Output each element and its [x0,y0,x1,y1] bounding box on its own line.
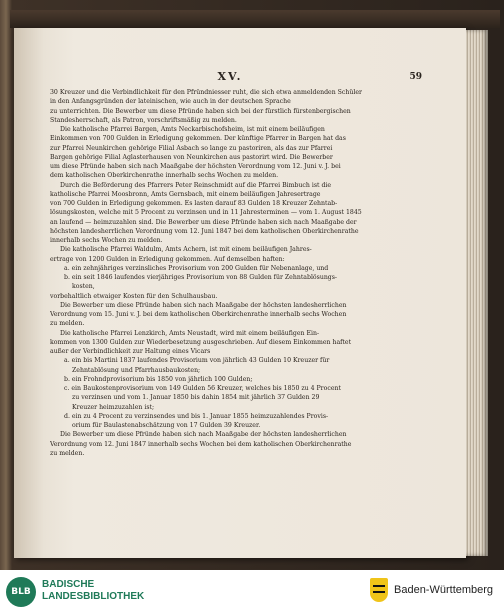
text-line: Die katholische Pfarrei Waldulm, Amts Achern, ist mit einem beiläufigen Jahres- [60,246,312,254]
text-line: an laufend — heimzuzahlen sind. Die Bewerber um diese Pfründe haben sich nach Maaßgabe der [50,218,357,226]
text-line: Verordnung vom 15. Juni v. J. bei dem katholischen Oberkirchenrathe innerhalb sechs Wochen [50,311,347,318]
list-item: d. ein zu 4 Procent zu verzinsendes und bis 1. Januar 1855 heimzuzahlendes Provis- [64,412,329,420]
text-line: um diese Pfründe haben sich nach Maaßgabe der höchsten Verordnung vom 12. Juni v. J. bei [50,163,341,170]
text-line: Durch die Beförderung des Pfarrers Peter Reinschmidt auf die Pfarrei Bimbuch ist die [60,181,332,189]
text-line: zu unterrichten. Die Bewerber um diese Pfründe haben sich bei der fürstlich fürstenbergischen [50,107,351,115]
text-line: von 700 Gulden in Erledigung gekommen. Es lasten darauf 83 Gulden 18 Kreuzer Zehntab- [50,200,338,207]
text-line: innerhalb sechs Wochen zu melden. [50,237,163,244]
blb-name[interactable] [42,579,144,603]
list-item: a. ein zehnjähriges verzinsliches Provisorium von 200 Gulden für Nebenanlage, und [64,264,329,272]
list-item: a. ein bis Martini 1837 laufendes Provisorium von jährlich 43 Gulden 10 Kreuzer für [64,357,330,365]
text-line: Die Bewerber um diese Pfründe haben sich nach Maaßgabe der höchsten landesherrlichen [60,301,347,309]
text-line: dem katholischen Oberkirchenrathe innerhalb sechs Wochen zu melden. [50,172,279,180]
list-item: c. ein Baukostenprovisorium von 149 Gulden 56 Kreuzer, welches bis 1850 zu 4 Procent [64,385,341,392]
text-line: höchsten landesherrlichen Verordnung vom 12. Juni 1847 bei dem katholischen Oberkirchenrathe [50,227,359,235]
text-line: außer der Verbindlichkeit zur Haltung eines Vicars [50,348,211,355]
text-line: zu melden. [50,449,85,457]
text-line: Verordnung vom 12. Juni 1847 innerhalb sechs Wochen bei dem katholischen Oberkirchenrathe [50,440,352,448]
list-item: b. ein seit 1846 laufendes vierjähriges Provisorium von 88 Gulden für Zehntablösungs- [64,274,338,281]
chapter-number: XV. [217,70,243,83]
page-stack-edge [466,30,488,556]
text-line: in den Anfangsgründen der lateinischen, wie auch in der deutschen Sprache [50,98,291,106]
text-line: zur Pfarrei Neunkirchen gehörige Filial Asbach so lange zu pastoriren, als das zur Pfarrei [50,144,333,152]
text-line: Die katholische Pfarrei Bargen, Amts Neckarbischofsheim, ist mit einem beiläufigen [60,126,325,133]
bw-name[interactable]: Baden-Württemberg [394,584,494,596]
text-line: Bargen gehörige Filial Aglasterhausen von Neunkirchen aus pastorirt wird. Die Bewerber [50,153,333,161]
blb-name-line1: BADISCHE [42,579,95,590]
book-cover-edge [10,10,500,28]
text-line: zu melden. [50,320,85,328]
blb-logo[interactable]: BLB [6,577,36,607]
text-line: Einkommen von 700 Gulden in Erledigung gekommen. Der künftige Pfarrer in Bargen hat das [50,135,346,143]
text-line: Die katholische Pfarrei Lenzkirch, Amts Neustadt, wird mit einem beiläufigen Ein- [60,329,320,337]
page-text [50,88,404,458]
coat-of-arms-icon [370,578,388,602]
list-item-continuation: kosten, [72,283,95,291]
list-item: b. ein Frohndprovisorium bis 1850 von jährlich 100 Gulden; [64,375,253,383]
text-line: 30 Kreuzer und die Verbindlichkeit für den Pfründniesser ruht, die sich etwa anmeldenden Schüler [50,89,362,96]
list-item-continuation: Zehntablösung und Pfarrhausbaukosten; [72,366,201,374]
blb-name-line2: LANDESBIBLIOTHEK [42,591,145,602]
text-line: Standesherrschaft, als Patron, vorschriftsmäßig zu melden. [50,116,237,124]
list-item-continuation: zu verzinsen und vom 1. Januar 1850 bis dahin 1854 mit jährlich 37 Gulden 29 [72,394,320,402]
text-line: kommen von 1300 Gulden zur Wiederbesetzung ausgeschrieben. Auf diesem Einkommen haftet [50,338,352,346]
footer-bar [0,570,504,612]
page-number: 59 [409,72,422,82]
text-line: vorbehaltlich etwaiger Kosten für den Schulhausbau. [50,292,218,300]
text-line: ertrage von 1200 Gulden in Erledigung gekommen. Auf demselben haften: [50,255,285,263]
text-line: Die Bewerber um diese Pfründe haben sich nach Maaßgabe der höchsten landesherrlichen [60,431,347,439]
list-item-continuation: orium für Baulastenabschätzung von 17 Gulden 39 Kreuzer. [72,422,261,429]
text-line: lösungskosten, welche mit 5 Procent zu verzinsen und in 11 Jahresterminen — vom 1. August 1845 [50,209,362,217]
page-header [50,70,422,86]
text-line: katholische Pfarrei Moosbronn, Amts Gernsbach, mit einem beiläufigen Jahresertrage [50,190,321,198]
list-item-continuation: Kreuzer heimzuzahlen ist; [72,403,155,411]
